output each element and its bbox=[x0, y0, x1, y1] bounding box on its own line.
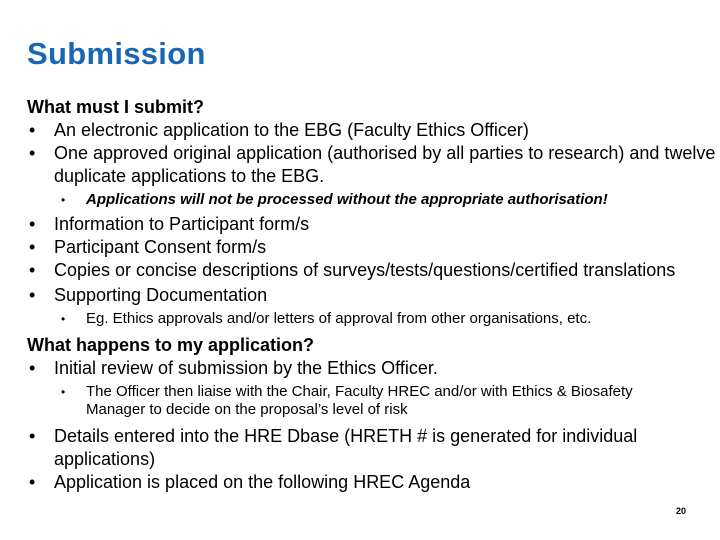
bullet-item: • Initial review of submission by the Ethics Officer. bbox=[29, 358, 438, 378]
bullet-item: • Supporting Documentation bbox=[29, 285, 268, 305]
bullet-marker: • bbox=[61, 385, 66, 399]
bullet-marker: • bbox=[61, 312, 66, 326]
bullet-marker: • bbox=[29, 260, 36, 280]
section-heading-what-happens: What happens to my application? bbox=[27, 335, 315, 355]
page-number: 20 bbox=[676, 506, 687, 516]
bullet-marker: • bbox=[29, 214, 36, 234]
bullet-item: • Application is placed on the following HREC Agenda bbox=[29, 472, 471, 492]
sub-bullet-item: • Eg. Ethics approvals and/or letters of approval from other organisations, etc. bbox=[61, 310, 592, 327]
bullet-marker: • bbox=[61, 193, 66, 207]
bullet-marker: • bbox=[29, 143, 36, 163]
bullet-item: • Participant Consent form/s bbox=[29, 237, 267, 257]
bullet-marker: • bbox=[29, 120, 36, 140]
section-heading-what-submit: What must I submit? bbox=[27, 97, 204, 117]
bullet-item: • Copies or concise descriptions of surveys/tests/questions/certified translations bbox=[29, 260, 676, 280]
bullet-item: • Details entered into the HRE Dbase (HRETH # is generated for individual applications) bbox=[29, 426, 638, 469]
bullet-marker: • bbox=[29, 472, 36, 492]
bullet-item: • Information to Participant form/s bbox=[29, 214, 310, 234]
bullet-item: • An electronic application to the EBG (Faculty Ethics Officer) bbox=[29, 120, 529, 140]
bullet-marker: • bbox=[29, 358, 36, 378]
bullet-marker: • bbox=[29, 426, 36, 446]
bullet-marker: • bbox=[29, 285, 36, 305]
sub-bullet-item: • Applications will not be processed without the appropriate authorisation! bbox=[61, 191, 608, 208]
slide-body bbox=[27, 96, 717, 494]
bullet-marker: • bbox=[29, 237, 36, 257]
slide-title: Submission bbox=[27, 36, 206, 71]
sub-bullet-item: • The Officer then liaise with the Chair, Faculty HREC and/or with Ethics & Biosafety Manager to decide on the proposal’s level of risk bbox=[61, 383, 633, 418]
bullet-item: • One approved original application (authorised by all parties to research) and twelve duplicate applications to the EBG. bbox=[29, 143, 716, 186]
